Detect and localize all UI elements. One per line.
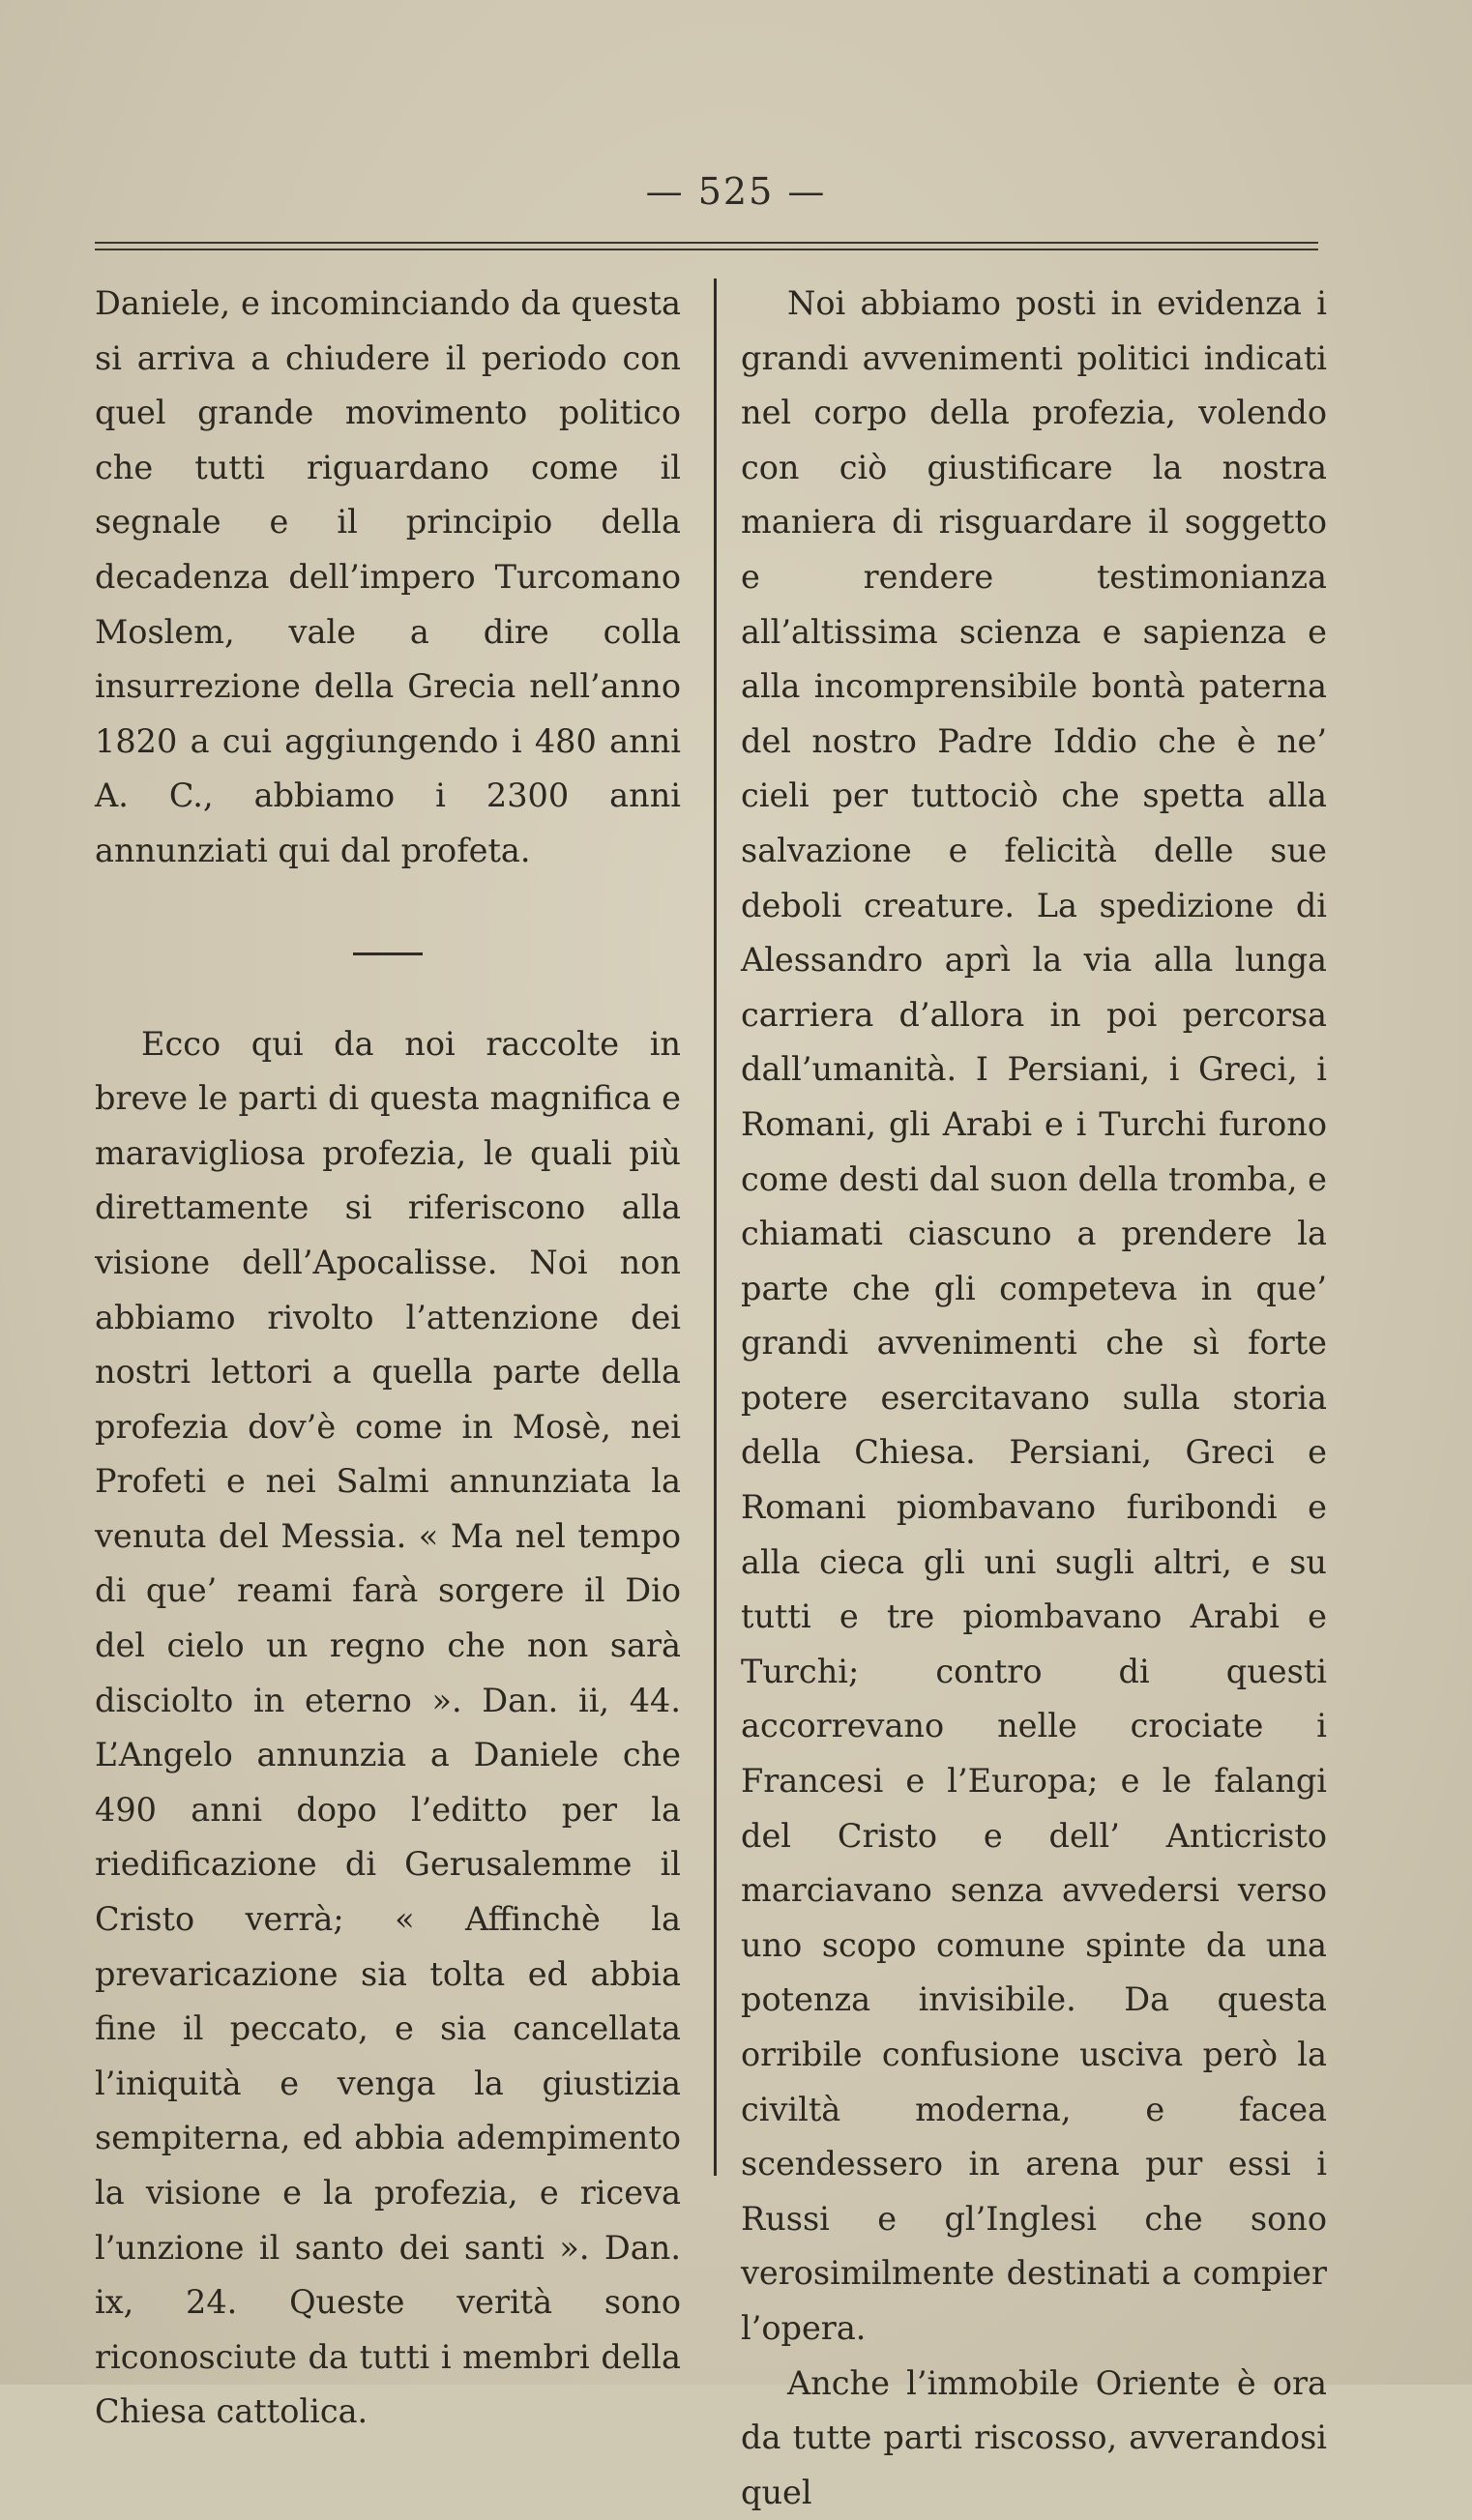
right-paragraph-2: Anche l’immobile Oriente è ora da tutte parti riscosso, avverandosi quel [741,2363,1327,2511]
left-paragraph-2: Ecco qui da noi raccolte in breve le parti di questa magnifica e maravigliosa profezia, le quali più direttamente si riferiscono alla visione dell’Apocalisse. Noi non abbiamo rivolto l’attenzione dei nostri lettori a quella parte della profezia dov’è come in Mosè, nei Profeti e nei Salmi annunziata la venuta del Messia. « Ma nel tempo di que’ reami farà sorgere il Dio del cielo un regno che non sarà disciolto in eterno ». Dan. ii, 44. L’Angelo annunzia a Daniele che 490 anni dopo l’editto per la riedificazione di Gerusalemme il Cristo verrà; « Affinchè la prevaricazione sia tolta ed abbia fine il peccato, e sia cancellata l’iniquità e venga la giustizia sempiterna, ed abbia adempimento la visione e la profezia, e riceva l’unzione il santo dei santi ». Dan. ix, 24. Queste verità sono riconosciute da tutti i membri della Chiesa cattolica. [95,1024,681,2431]
left-column [95,277,681,2440]
right-paragraph-1: Noi abbiamo posti in evidenza i grandi avvenimenti politici indicati nel corpo della profezia, volendo con ciò giustificare la nostra maniera di risguardare il soggetto e rendere testimonianza all’altissima scienza e sapienza e alla incomprensibile bontà paterna del nostro Padre Iddio che è ne’ cieli per tuttociò che spetta alla salvazione e felicità delle sue deboli creature. La spedizione di Alessandro aprì la via alla lunga carriera d’allora in poi percorsa dall’umanità. I Persiani, i Greci, i Romani, gli Arabi e i Turchi furono come desti dal suon della tromba, e chiamati ciascuno a prendere la parte che gli competeva in que’ grandi avvenimenti che sì forte potere esercitavano sulla storia della Chiesa. Persiani, Greci e Romani piombavano furibondi e alla cieca gli uni sugli altri, e su tutti e tre piombavano Arabi e Turchi; contro di questi accorrevano nelle crociate i Francesi e l’Europa; e le falangi del Cristo e dell’ Anticristo marciavano senza avvedersi verso uno scopo comune spinte da una potenza invisibile. Da questa orribile confusione usciva però la civiltà moderna, e facea scendessero in arena pur essi i Russi e gl’Inglesi che sono verosimilmente destinati a compier l’opera. [741,284,1327,2347]
right-column [741,277,1327,2520]
column-divider [714,278,717,2176]
page-number: — 525 — [645,170,827,213]
header-double-rule [95,242,1318,250]
left-paragraph-1: Daniele, e incominciando da questa si arriva a chiudere il periodo con quel grande movimento politico che tutti riguardano come il segnale e il principio della decadenza dell’impero Turcomano Moslem, vale a dire colla insurrezione della Grecia nell’anno 1820 a cui aggiungendo i 480 anni A. C., abbiamo i 2300 anni annunziati qui dal profeta. [95,284,681,869]
